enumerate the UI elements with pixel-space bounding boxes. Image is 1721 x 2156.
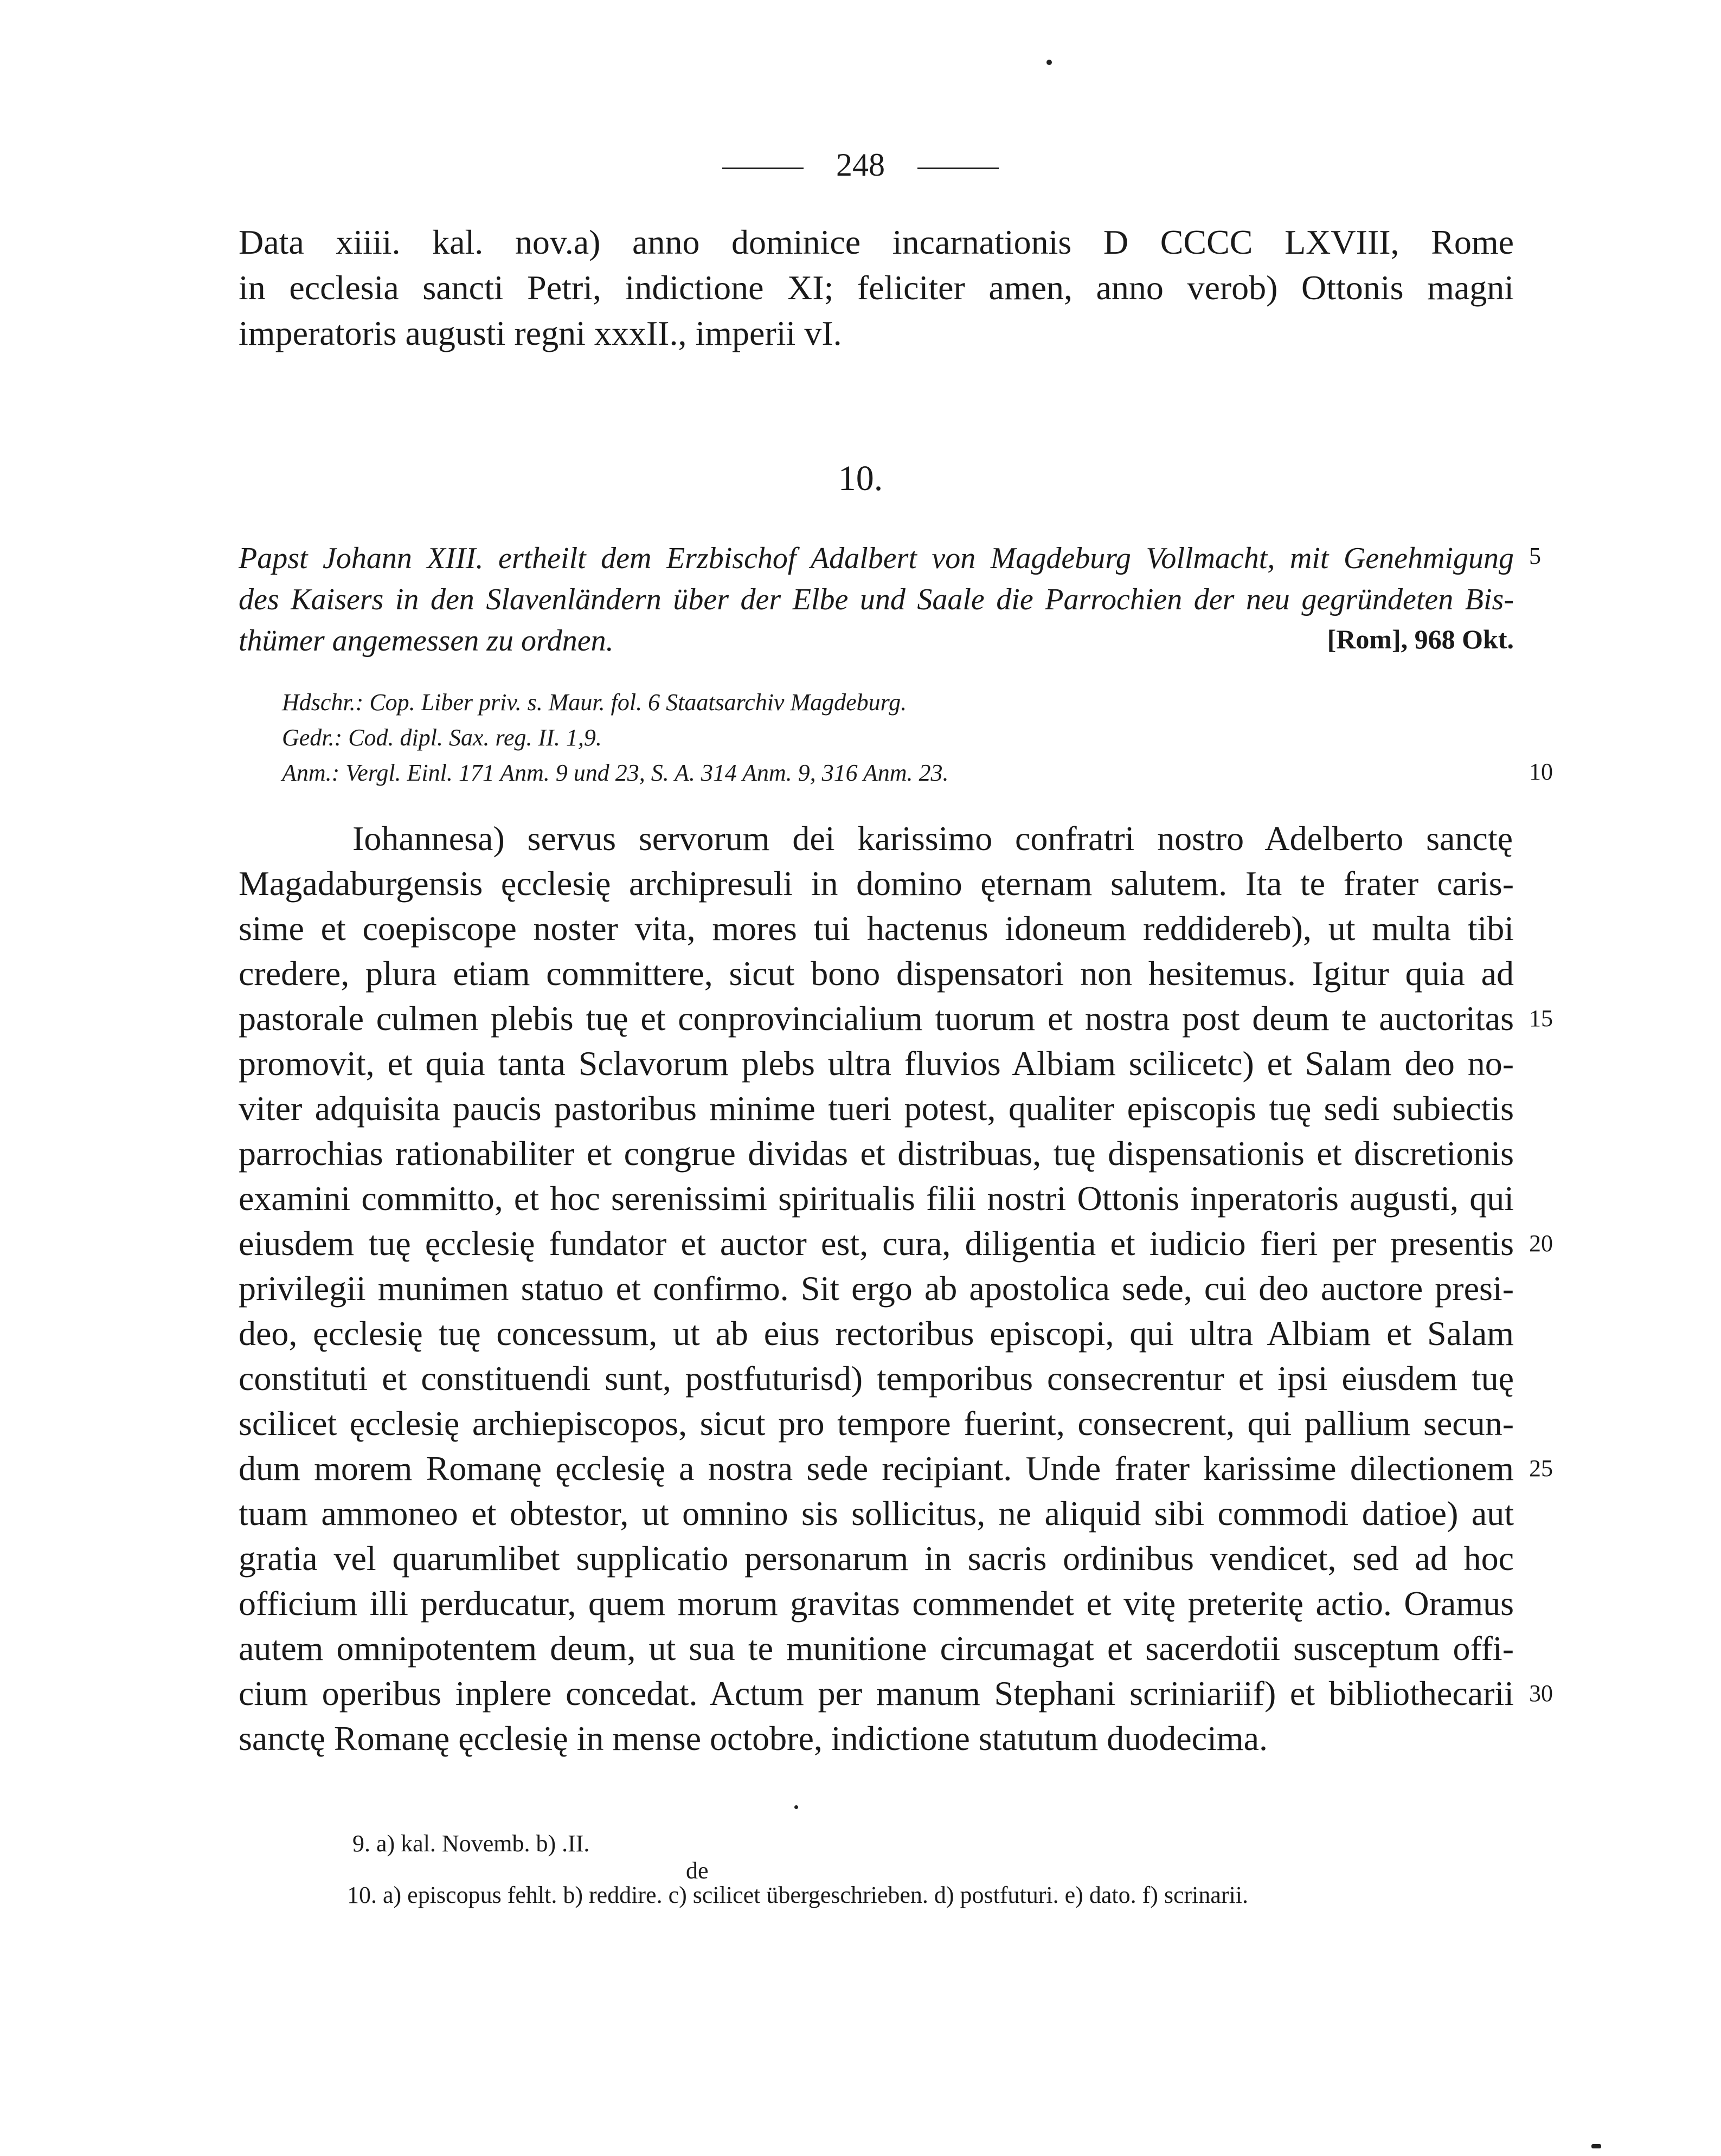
body-line-3: sime et coepiscope noster vita, mores tui hactenus idoneum reddidereb), ut multa tibi bbox=[239, 909, 1514, 948]
page-number: 248 bbox=[836, 147, 885, 183]
body-line-21: sanctę Romanę ęcclesię in mense octobre, indictione statutum duodecima. bbox=[239, 1719, 1268, 1758]
date-place: [Rom], 968 Okt. bbox=[1327, 624, 1514, 654]
footnote-9: 9. a) kal. Novemb. b) .II. bbox=[352, 1830, 590, 1857]
dating-line-1: Data xiiii. kal. nov.a) anno dominice incarnationis D CCCC LXVIII, Rome bbox=[239, 223, 1514, 261]
footnote-10: 10. a) episcopus fehlt. b) reddire. c) scilicet übergeschrieben. d) postfuturi. e) dato. f) scrinarii. bbox=[347, 1882, 1249, 1908]
header-dash-left bbox=[722, 168, 804, 169]
dating-line-3: imperatoris augusti regni xxxII., imperii vI. bbox=[239, 314, 842, 352]
header-dash-right bbox=[917, 168, 999, 169]
body-line-11: privilegii munimen statuo et confirmo. Sit ergo ab apostolica sede, cui deo auctore presi- bbox=[239, 1269, 1514, 1308]
body-line-16: tuam ammoneo et obtestor, ut omnino sis sollicitus, ne aliquid sibi commodi datioe) aut bbox=[239, 1494, 1514, 1533]
body-line-14: scilicet ęcclesię archiepiscopos, sicut pro tempore fuerint, consecrent, qui pallium secun- bbox=[239, 1404, 1514, 1443]
line-number-10: 10 bbox=[1529, 758, 1553, 785]
body-line-15: dum morem Romanę ęcclesię a nostra sede recipiant. Unde frater karissime dilectionem bbox=[239, 1449, 1514, 1488]
line-number-5: 5 bbox=[1529, 543, 1541, 569]
line-number-25: 25 bbox=[1529, 1455, 1553, 1482]
body-line-19: autem omnipotentem deum, ut sua te munitione circumagat et sacerdotii susceptum offi- bbox=[239, 1629, 1514, 1668]
body-line-2: Magadaburgensis ęcclesię archipresuli in domino ęternam salutem. Ita te frater caris- bbox=[239, 864, 1514, 903]
body-line-6: promovit, et quia tanta Sclavorum plebs ultra fluvios Albiam scilicetc) et Salam deo no- bbox=[239, 1044, 1514, 1083]
footnote-de: de bbox=[686, 1857, 709, 1884]
source-manuscript: Hdschr.: Cop. Liber priv. s. Maur. fol. 6 Staatsarchiv Magdeburg. bbox=[282, 689, 907, 716]
body-line-8: parrochias rationabiliter et congrue dividas et distribuas, tuę dispensationis et discretionis bbox=[239, 1134, 1514, 1173]
regest-line-2: des Kaisers in den Slavenländern über der Elbe und Saale die Parrochien der neu gegründeten Bis- bbox=[239, 583, 1514, 616]
scan-speck bbox=[794, 1805, 798, 1809]
page-header bbox=[0, 146, 1721, 184]
body-line-5: pastorale culmen plebis tuę et conprovincialium tuorum et nostra post deum te auctoritas bbox=[239, 999, 1514, 1038]
line-number-30: 30 bbox=[1529, 1680, 1553, 1707]
regest-line-1: Papst Johann XIII. ertheilt dem Erzbischof Adalbert von Magdeburg Vollmacht, mit Genehmigung bbox=[239, 542, 1514, 575]
body-line-1: Iohannesa) servus servorum dei karissimo confratri nostro Adelberto sanctę bbox=[352, 819, 1513, 858]
body-line-20: cium operibus inplere concedat. Actum per manum Stephani scriniariif) et bibliothecarii bbox=[239, 1674, 1514, 1713]
scan-speck bbox=[1591, 2144, 1601, 2148]
source-printed: Gedr.: Cod. dipl. Sax. reg. II. 1,9. bbox=[282, 724, 602, 751]
line-number-20: 20 bbox=[1529, 1230, 1553, 1257]
regest-line-3: thümer angemessen zu ordnen. bbox=[239, 624, 614, 658]
line-number-15: 15 bbox=[1529, 1005, 1553, 1032]
body-line-12: deo, ęcclesię tuę concessum, ut ab eius rectoribus episcopi, qui ultra Albiam et Salam bbox=[239, 1314, 1514, 1353]
body-line-4: credere, plura etiam committere, sicut bono dispensatori non hesitemus. Igitur quia ad bbox=[239, 954, 1514, 993]
scan-speck bbox=[1046, 60, 1052, 65]
document-number: 10. bbox=[838, 459, 883, 498]
body-line-10: eiusdem tuę ęcclesię fundator et auctor est, cura, diligentia et iudicio fieri per presentis bbox=[239, 1224, 1514, 1263]
body-line-17: gratia vel quarumlibet supplicatio personarum in sacris ordinibus vendicet, sed ad hoc bbox=[239, 1539, 1514, 1578]
body-line-7: viter adquisita paucis pastoribus minime tueri potest, qualiter episcopis tuę sedi subiectis bbox=[239, 1089, 1514, 1128]
dating-line-2: in ecclesia sancti Petri, indictione XI; feliciter amen, anno verob) Ottonis magni bbox=[239, 268, 1514, 307]
body-line-18: officium illi perducatur, quem morum gravitas commendet et vitę preteritę actio. Oramus bbox=[239, 1584, 1514, 1623]
body-line-13: constituti et constituendi sunt, postfuturisd) temporibus consecrentur et ipsi eiusdem tuę bbox=[239, 1359, 1514, 1398]
body-line-9: examini committo, et hoc serenissimi spiritualis filii nostri Ottonis inperatoris augusti, qui bbox=[239, 1179, 1514, 1218]
source-remark: Anm.: Vergl. Einl. 171 Anm. 9 und 23, S. A. 314 Anm. 9, 316 Anm. 23. bbox=[282, 760, 949, 786]
